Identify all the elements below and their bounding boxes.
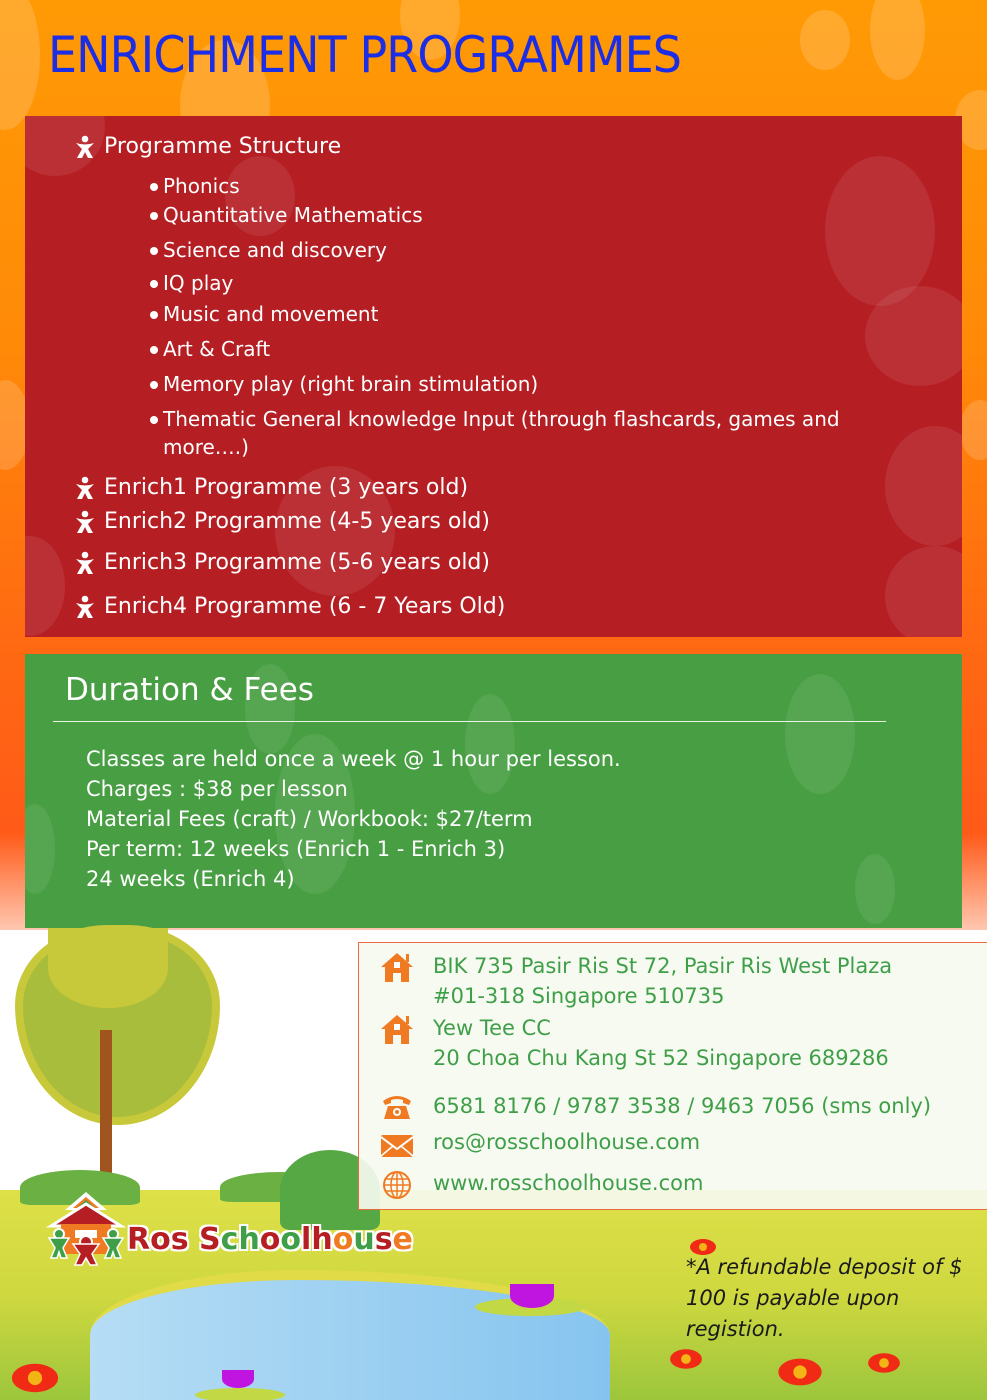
duration-fees-panel [25, 654, 962, 928]
decor-bubble [25, 804, 55, 894]
address-2 [433, 1013, 889, 1073]
fees-line: Classes are held once a week @ 1 hour per lesson. [86, 747, 621, 771]
child-figure-icon [74, 135, 96, 159]
brand-letter: S [199, 1222, 221, 1257]
flower-decoration [865, 1352, 903, 1374]
heading-divider [53, 721, 886, 722]
brand-name-part1: Ros [127, 1222, 189, 1257]
programme-level-item [74, 509, 490, 534]
subject-item [150, 201, 930, 229]
fees-line: Per term: 12 weeks (Enrich 1 - Enrich 3) [86, 837, 506, 861]
bullet-icon [150, 346, 158, 354]
brand-letter: h [311, 1222, 333, 1257]
address-1-line-1: BIK 735 Pasir Ris St 72, Pasir Ris West Plaza [433, 954, 893, 978]
schoolhouse-logo-icon [45, 1188, 127, 1266]
bullet-icon [150, 183, 158, 191]
programme-level-label: Enrich4 Programme (6 - 7 Years Old) [104, 594, 506, 619]
subject-item [150, 300, 930, 328]
brand-letter: l [301, 1222, 312, 1257]
flower-decoration [668, 1348, 704, 1370]
tree-highlight [48, 928, 168, 1008]
subject-label: Memory play (right brain stimulation) [163, 372, 539, 396]
fees-line: Charges : $38 per lesson [86, 777, 348, 801]
address-2-line-1: Yew Tee CC [433, 1016, 551, 1040]
subject-item [150, 269, 930, 297]
bullet-icon [150, 280, 158, 288]
email-link[interactable]: ros@rosschoolhouse.com [433, 1130, 701, 1154]
programme-level-label: Enrich3 Programme (5-6 years old) [104, 550, 490, 575]
decor-bubble [785, 674, 855, 794]
lotus-flower [510, 1284, 554, 1308]
bullet-icon [150, 212, 158, 220]
envelope-icon [379, 1129, 415, 1161]
ros-schoolhouse-logo [45, 1188, 445, 1268]
bullet-icon [150, 416, 158, 424]
address-2-line-2: 20 Choa Chu Kang St 52 Singapore 689286 [433, 1046, 889, 1070]
bullet-icon [150, 247, 158, 255]
brand-letter: e [392, 1222, 413, 1257]
house-icon [379, 951, 415, 983]
contact-info-box [358, 942, 987, 1210]
subject-label: Phonics [163, 174, 240, 198]
subject-label: Music and movement [163, 302, 379, 326]
child-figure-icon [74, 476, 96, 500]
decor-bubble [800, 10, 850, 70]
programme-level-item [74, 594, 505, 619]
brand-letter: o [332, 1222, 354, 1257]
programme-structure-heading [74, 134, 341, 159]
brand-letter: o [280, 1222, 302, 1257]
tree-trunk [100, 1030, 112, 1190]
child-figure-icon [74, 510, 96, 534]
fees-line: 24 weeks (Enrich 4) [86, 867, 295, 891]
address-1 [433, 951, 892, 1011]
programme-structure-label: Programme Structure [104, 134, 342, 159]
duration-fees-heading: Duration & Fees [65, 672, 314, 708]
subject-item [150, 405, 930, 461]
bullet-icon [150, 381, 158, 389]
subject-item [150, 335, 930, 363]
brand-name [127, 1222, 413, 1257]
subject-label: Science and discovery [163, 238, 387, 262]
child-figure-icon [74, 595, 96, 619]
subject-label: Art & Craft [163, 337, 271, 361]
phone-numbers[interactable]: 6581 8176 / 9787 3538 / 9463 7056 (sms only) [433, 1094, 932, 1118]
programme-level-label: Enrich1 Programme (3 years old) [104, 475, 469, 500]
subject-label: Quantitative Mathematics [163, 203, 423, 227]
lotus-flower [222, 1370, 254, 1388]
fees-details [86, 744, 621, 894]
decor-bubble [855, 854, 895, 924]
flower-decoration [775, 1357, 825, 1387]
programme-level-item [74, 475, 468, 500]
subject-item [150, 172, 930, 200]
bullet-icon [150, 311, 158, 319]
brand-letter: u [353, 1222, 375, 1257]
website-link[interactable]: www.rosschoolhouse.com [433, 1171, 704, 1195]
brand-letter: o [259, 1222, 281, 1257]
subject-label: Thematic General knowledge Input (through flashcards, games and more….) [163, 407, 840, 459]
brand-letter: c [220, 1222, 239, 1257]
child-figure-icon [74, 551, 96, 575]
subject-label: IQ play [163, 271, 234, 295]
address-1-line-2: #01-318 Singapore 510735 [433, 984, 725, 1008]
decor-bubble [25, 536, 65, 636]
telephone-icon [379, 1091, 415, 1123]
subject-item [150, 236, 930, 264]
page-title: ENRICHMENT PROGRAMMES [48, 26, 682, 84]
programme-level-item [74, 550, 490, 575]
decor-bubble [885, 546, 962, 637]
lily-pad [195, 1388, 285, 1400]
subject-item [150, 370, 930, 398]
brand-letter: h [238, 1222, 260, 1257]
brand-letter: s [374, 1222, 393, 1257]
deposit-notice: *A refundable deposit of $ 100 is payable upon registion. [686, 1255, 963, 1341]
fees-line: Material Fees (craft) / Workbook: $27/term [86, 807, 533, 831]
house-icon [379, 1013, 415, 1045]
programme-level-label: Enrich2 Programme (4-5 years old) [104, 509, 490, 534]
flower-decoration [5, 1362, 65, 1394]
